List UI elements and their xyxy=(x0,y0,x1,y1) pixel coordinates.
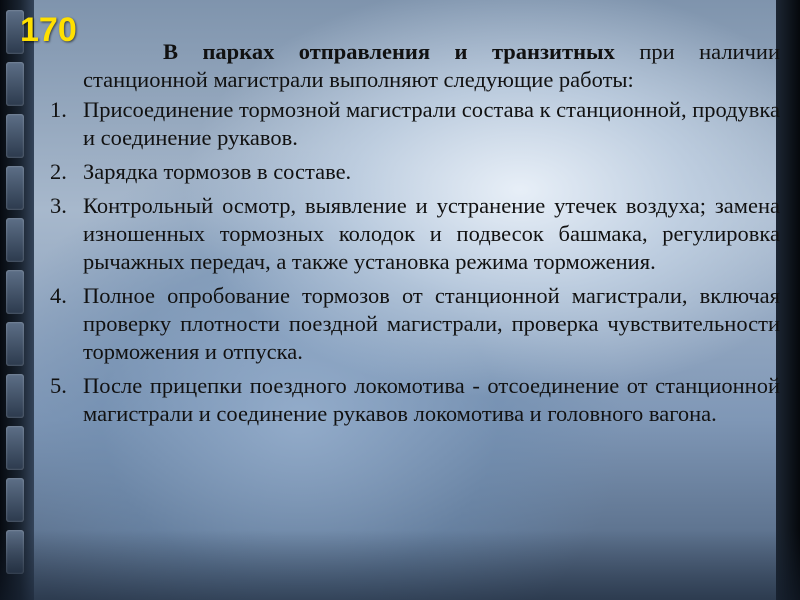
list-item-text: После прицепки поездного локомотива - отсоединение от станционной магистрали и соединение рукавов локомотива и головного вагона. xyxy=(83,373,780,426)
list-item xyxy=(50,372,780,428)
list-item-text: Полное опробование тормозов от станционной магистрали, включая проверку плотности поездной магистрали, проверка чувствительности торможения и отпуска. xyxy=(83,283,780,364)
list-item-number: 2. xyxy=(50,159,67,184)
decor-tile xyxy=(6,166,24,210)
bottom-shade xyxy=(0,530,800,600)
list-item xyxy=(50,282,780,366)
list-item-number: 1. xyxy=(50,97,67,122)
decor-tile xyxy=(6,374,24,418)
slide-content xyxy=(50,38,780,434)
intro-paragraph xyxy=(83,38,780,94)
decor-tile xyxy=(6,322,24,366)
decor-tile xyxy=(6,478,24,522)
decor-tile xyxy=(6,218,24,262)
slide-number: 170 xyxy=(20,11,77,49)
decor-tile xyxy=(6,114,24,158)
list-item-number: 5. xyxy=(50,373,67,398)
decor-tile xyxy=(6,426,24,470)
list-item xyxy=(50,96,780,152)
list-item-text: Контрольный осмотр, выявление и устранение утечек воздуха; замена изношенных тормозных колодок и подвесок башмака, регулировка рычажных передач, а также установка режима торможения. xyxy=(83,193,780,274)
decor-tile xyxy=(6,270,24,314)
list-item-number: 4. xyxy=(50,283,67,308)
list-item xyxy=(50,192,780,276)
list-item-text: Присоединение тормозной магистрали состава к станционной, продувка и соединение рукавов. xyxy=(83,97,780,150)
list-item-text: Зарядка тормозов в составе. xyxy=(83,159,352,184)
list-item-number: 3. xyxy=(50,193,67,218)
list-item xyxy=(50,158,780,186)
left-decorative-bar xyxy=(0,0,34,600)
intro-text: при наличии станционной магистрали выполняют следующие работы: xyxy=(83,39,781,92)
intro-bold-text: В парках отправления и транзитных xyxy=(163,39,615,64)
decor-tile xyxy=(6,62,24,106)
